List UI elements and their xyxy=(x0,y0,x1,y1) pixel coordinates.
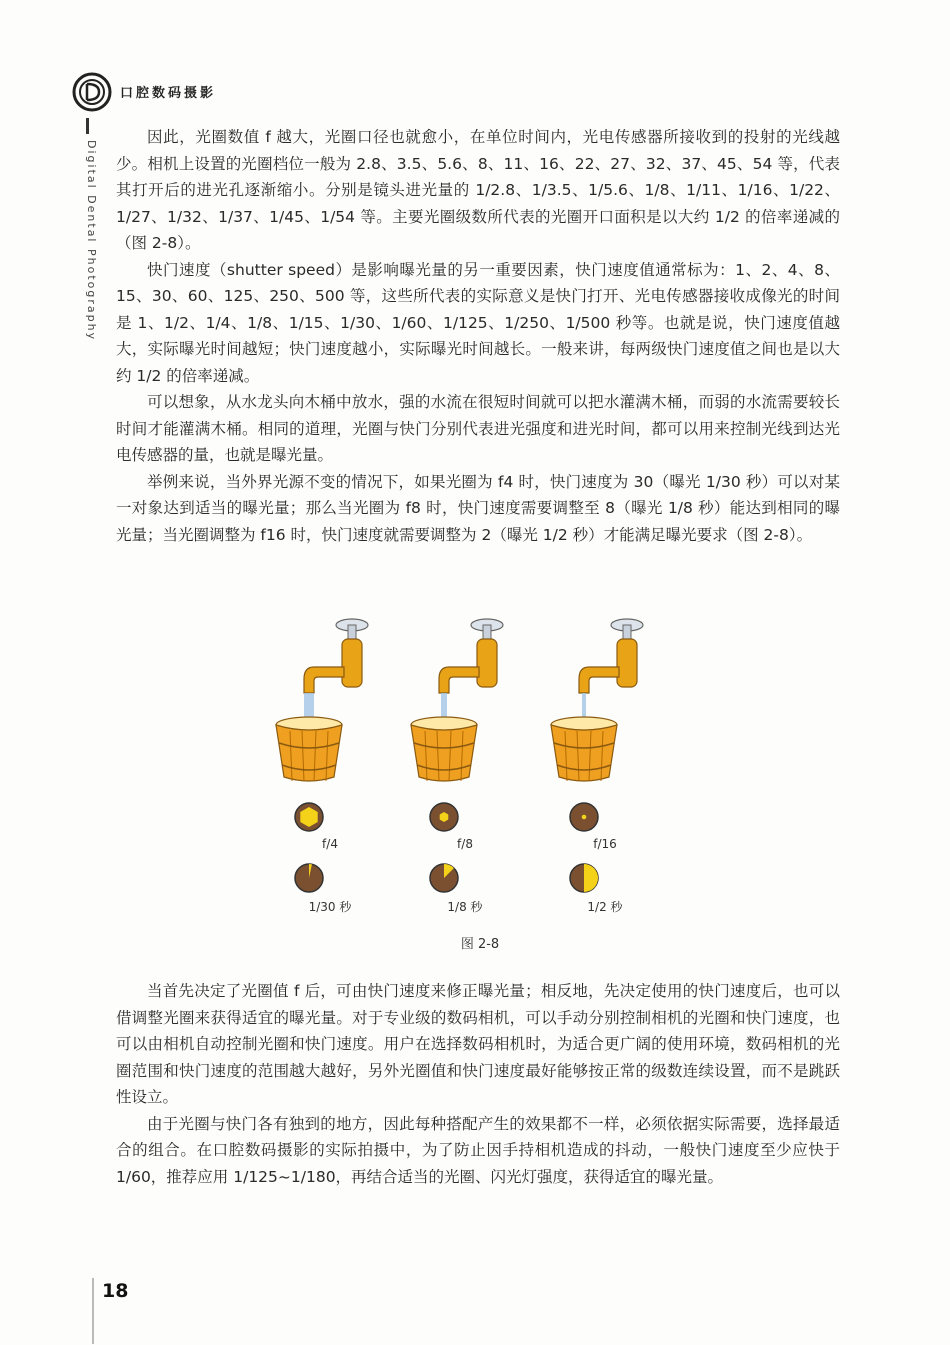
shutter-label: 1/30 秒 xyxy=(308,900,352,914)
aperture-icon xyxy=(295,803,323,831)
book-logo-icon xyxy=(72,72,112,112)
aperture-label: f/16 xyxy=(593,837,617,851)
bucket-icon xyxy=(411,717,477,781)
faucet-bucket-illustration xyxy=(270,605,390,925)
side-divider xyxy=(86,118,89,134)
body-text-top xyxy=(116,124,840,548)
paragraph: 由于光圈与快门各有独到的地方，因此每种搭配产生的效果都不一样，必须依据实际需要，选择最适合的组合。在口腔数码摄影的实际拍摄中，为了防止因手持相机造成的抖动，一般快门速度至少应快于 1/60，推荐应用 1/125~1/180，再结合适当的光圈、闪光灯强度，获得适宜的曝光量。 xyxy=(116,1114,840,1186)
page-number: 18 xyxy=(102,1280,129,1302)
shutter-dial-icon xyxy=(295,864,323,892)
shutter-dial-icon xyxy=(430,864,458,892)
book-title: 口腔数码摄影 xyxy=(120,86,217,101)
aperture-icon xyxy=(430,803,458,831)
faucet-bucket-illustration xyxy=(545,605,665,925)
figure-caption: 图 2-8 xyxy=(460,937,500,952)
page-number-divider xyxy=(92,1278,94,1344)
figure-column-f8 xyxy=(405,605,525,925)
aperture-label: f/4 xyxy=(322,837,338,851)
faucet-icon xyxy=(579,619,643,693)
paragraph: 快门速度（shutter speed）是影响曝光量的另一重要因素，快门速度值通常标为：1、2、4、8、15、30、60、125、250、500 等，这些所代表的实际意义是快门打开、光电传感器接收成像光的时间是 1、1/2、1/4、1/8、1/15、1/30、1/60、1/125、1/250、1/500 秒等。也就是说，快门速度值越大，实际曝光时间越短；快门速度越小，实际曝光时间越长。一般来讲，每两级快门速度值之间也是以大约 1/2 的倍率递减。 xyxy=(116,260,840,385)
aperture-label: f/8 xyxy=(457,837,473,851)
paragraph: 当首先决定了光圈值 f 后，可由快门速度来修正曝光量；相反地，先决定使用的快门速度后，也可以借调整光圈来获得适宜的曝光量。对于专业级的数码相机，可以手动分别控制相机的光圈和快门速度，也可以由相机自动控制光圈和快门速度。用户在选择数码相机时，为适合更广阔的使用环境，数码相机的光圈范围和快门速度的范围越大越好，另外光圈值和快门速度最好能够按正常的级数连续设置，而不是跳跃性设立。 xyxy=(116,982,840,1106)
bucket-icon xyxy=(551,717,617,781)
figure-column-f4 xyxy=(270,605,390,925)
side-series-text: Digital Dental Photography xyxy=(85,140,98,342)
shutter-dial-icon xyxy=(570,864,598,892)
aperture-icon xyxy=(570,803,598,831)
paragraph: 可以想象，从水龙头向木桶中放水，强的水流在很短时间就可以把水灌满木桶，而弱的水流需要较长时间才能灌满木桶。相同的道理，光圈与快门分别代表进光强度和进光时间，都可以用来控制光线到达光电传感器的量，也就是曝光量。 xyxy=(116,393,840,464)
faucet-bucket-illustration xyxy=(405,605,525,925)
figure-column-f16 xyxy=(545,605,665,925)
body-text-bottom xyxy=(116,978,840,1190)
bucket-icon xyxy=(276,717,342,781)
faucet-icon xyxy=(439,619,503,693)
paragraph: 因此，光圈数值 f 越大，光圈口径也就愈小，在单位时间内，光电传感器所接收到的投射的光线越少。相机上设置的光圈档位一般为 2.8、3.5、5.6、8、11、16、22、27、32、37、45、54 等，代表其打开后的进光孔逐渐缩小。分别是镜头进光量的 1/2.8、1/3.5、1/5.6、1/8、1/11、1/16、1/22、1/27、1/32、1/37、1/45、1/54 等。主要光圈级数所代表的光圈开口面积是以大约 1/2 的倍率递减的（图 2-8）。 xyxy=(116,128,840,252)
faucet-icon xyxy=(304,619,368,693)
shutter-label: 1/8 秒 xyxy=(447,900,483,914)
shutter-label: 1/2 秒 xyxy=(587,900,623,914)
figure-2-8 xyxy=(270,605,690,965)
paragraph: 举例来说，当外界光源不变的情况下，如果光圈为 f4 时，快门速度为 30（曝光 1/30 秒）可以对某一对象达到适当的曝光量；那么当光圈为 f8 时，快门速度需要调整至 8（曝光 1/8 秒）能达到相同的曝光量；当光圈调整为 f16 时，快门速度就需要调整为 2（曝光 1/2 秒）才能满足曝光要求（图 2-8）。 xyxy=(116,472,840,544)
